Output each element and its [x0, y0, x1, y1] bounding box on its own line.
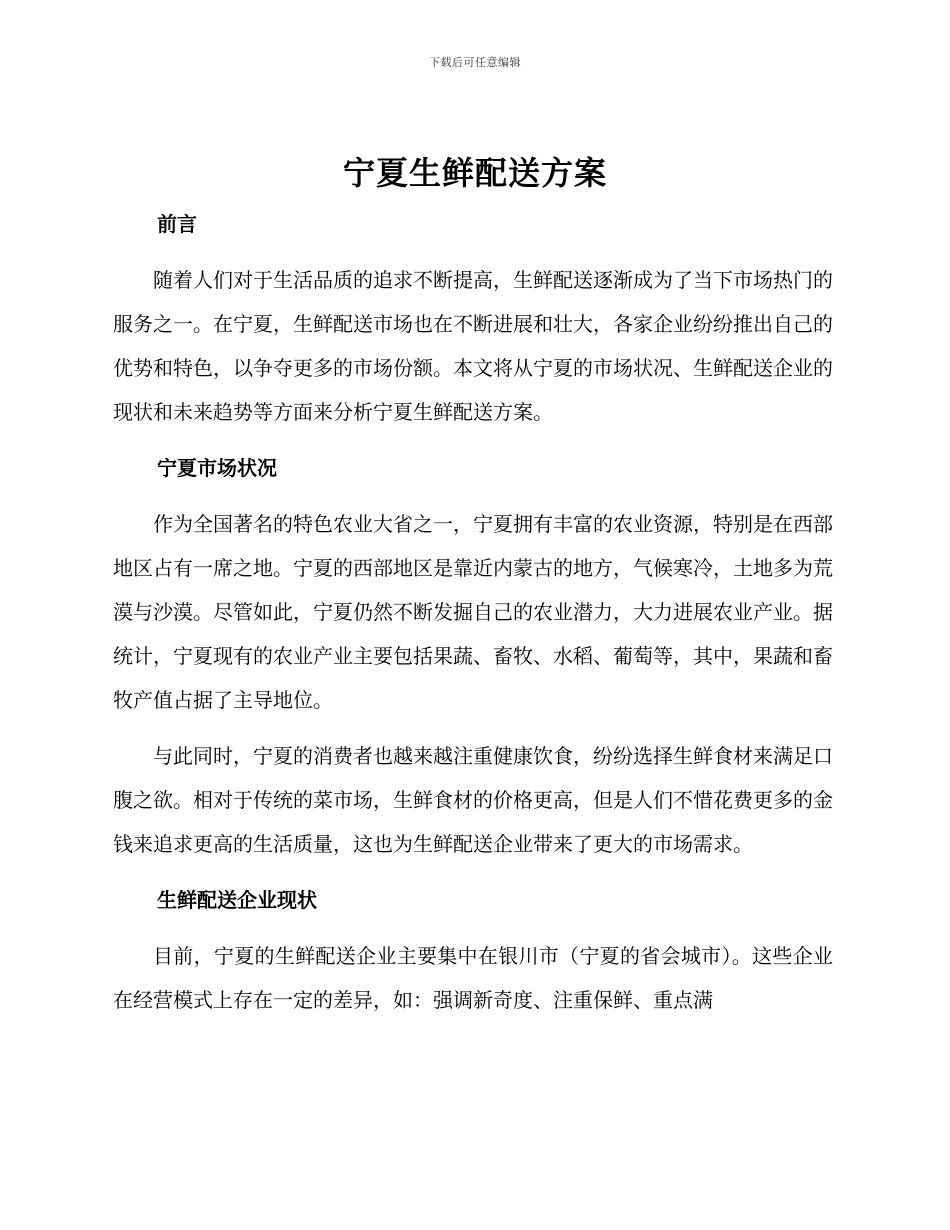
- paragraph-enterprises-1: 目前，宁夏的生鲜配送企业主要集中在银川市（宁夏的省会城市）。这些企业在经营模式上存在一定的差异，如：强调新奇度、注重保鲜、重点满: [113, 944, 833, 1012]
- section-heading-market: 宁夏市场状况: [157, 456, 277, 480]
- document-title: 宁夏生鲜配送方案: [342, 154, 607, 192]
- document-body: [113, 202, 833, 1022]
- paragraph-preface: 随着人们对于生活品质的追求不断提高，生鲜配送逐渐成为了当下市场热门的服务之一。在宁夏，生鲜配送市场也在不断进展和壮大，各家企业纷纷推出自己的优势和特色，以争夺更多的市场份额。本文将从宁夏的市场状况、生鲜配送企业的现状和未来趋势等方面来分析宁夏生鲜配送方案。: [113, 268, 833, 424]
- paragraph-market-1: 作为全国著名的特色农业大省之一，宁夏拥有丰富的农业资源，特别是在西部地区占有一席之地。宁夏的西部地区是靠近内蒙古的地方，气候寒冷，土地多为荒漠与沙漠。尽管如此，宁夏仍然不断发掘自己的农业潜力，大力进展农业产业。据统计，宁夏现有的农业产业主要包括果蔬、畜牧、水稻、葡萄等，其中，果蔬和畜牧产值占据了主导地位。: [113, 512, 833, 712]
- section-heading-preface: 前言: [157, 212, 197, 236]
- page-header-note: 下载后可任意编辑: [429, 56, 521, 69]
- paragraph-market-2: 与此同时，宁夏的消费者也越来越注重健康饮食，纷纷选择生鲜食材来满足口腹之欲。相对于传统的菜市场，生鲜食材的价格更高，但是人们不惜花费更多的金钱来追求更高的生活质量，这也为生鲜配送企业带来了更大的市场需求。: [113, 744, 833, 856]
- section-heading-enterprises: 生鲜配送企业现状: [157, 888, 317, 912]
